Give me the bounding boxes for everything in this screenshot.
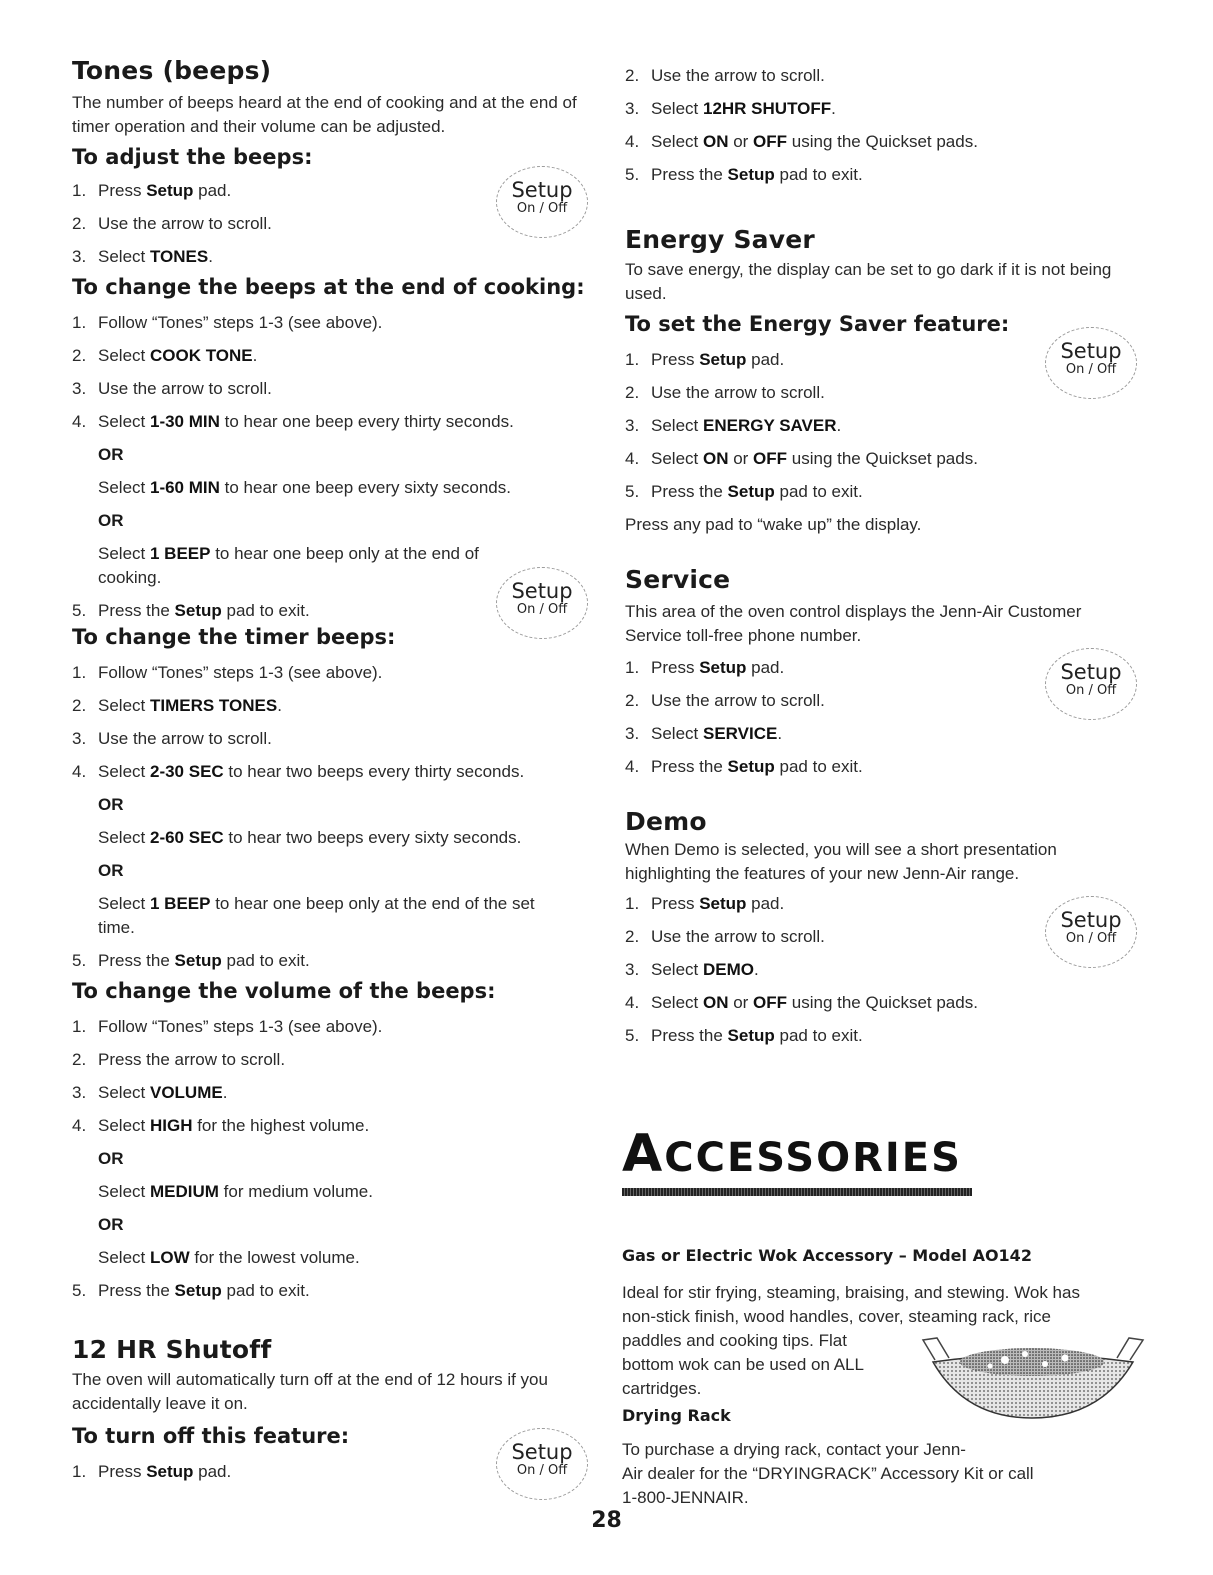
- shutoff-heading: 12 HR Shutoff: [72, 1335, 272, 1364]
- demo-step-3: 3. Select DEMO.: [625, 960, 759, 979]
- demo-step-2: 2. Use the arrow to scroll.: [625, 927, 825, 946]
- adjust-step-3: 3. Select TONES.: [72, 247, 213, 266]
- or-label: OR: [98, 445, 124, 464]
- adjust-heading: To adjust the beeps:: [72, 145, 313, 169]
- adjust-step-2: 2. Use the arrow to scroll.: [72, 214, 272, 233]
- energy-step-2: 2. Use the arrow to scroll.: [625, 383, 825, 402]
- demo-heading: Demo: [625, 807, 707, 836]
- energy-step-3: 3. Select ENERGY SAVER.: [625, 416, 842, 435]
- timer-step-3: 3. Use the arrow to scroll.: [72, 729, 272, 748]
- volume-heading: To change the volume of the beeps:: [72, 979, 496, 1003]
- volume-alt-1: Select MEDIUM for medium volume.: [98, 1182, 373, 1201]
- demo-step-5: 5. Press the Setup pad to exit.: [625, 1026, 863, 1045]
- energy-step-1: 1. Press Setup pad.: [625, 350, 785, 369]
- turnoff-heading: To turn off this feature:: [72, 1424, 350, 1448]
- shutoff-intro: The oven will automatically turn off at the end of 12 hours if you accidentally leave it on.: [72, 1370, 548, 1413]
- energy-heading: Energy Saver: [625, 225, 815, 254]
- timer-alt-1: Select 2-60 SEC to hear two beeps every sixty seconds.: [98, 828, 522, 847]
- service-step-2: 2. Use the arrow to scroll.: [625, 691, 825, 710]
- shutoff-step-3: 3. Select 12HR SHUTOFF.: [625, 99, 836, 118]
- or-label: OR: [98, 1149, 124, 1168]
- demo-intro: When Demo is selected, you will see a short presentation highlighting the features of your new Jenn-Air range.: [625, 840, 1057, 883]
- setup-pad: Setup On / Off: [496, 1428, 588, 1500]
- energy-set-heading: To set the Energy Saver feature:: [625, 312, 1010, 336]
- cook-step-3: 3. Use the arrow to scroll.: [72, 379, 272, 398]
- service-heading: Service: [625, 565, 731, 594]
- service-intro: This area of the oven control displays the Jenn-Air Customer Service toll-free phone number.: [625, 602, 1082, 645]
- demo-step-1: 1. Press Setup pad.: [625, 894, 785, 913]
- energy-note: Press any pad to “wake up” the display.: [625, 515, 922, 534]
- or-label: OR: [98, 1215, 124, 1234]
- accessories-title: ACCESSORIES: [622, 1124, 962, 1184]
- accessories-underline: [622, 1188, 972, 1196]
- service-step-4: 4. Press the Setup pad to exit.: [625, 757, 863, 776]
- setup-pad: Setup On / Off: [1045, 896, 1137, 968]
- wok-description: Ideal for stir frying, steaming, braising, and stewing. Wok has non-stick finish, wood handles, cover, steaming rack, rice paddles and cooking tips. Flat bottom wok can be used on ALL cartridges.: [622, 1283, 1080, 1398]
- wok-heading: Gas or Electric Wok Accessory – Model AO142: [622, 1246, 1032, 1265]
- turnoff-step-1: 1. Press Setup pad.: [72, 1462, 232, 1481]
- service-step-3: 3. Select SERVICE.: [625, 724, 783, 743]
- volume-step-1: 1. Follow “Tones” steps 1-3 (see above).: [72, 1017, 383, 1036]
- setup-pad: Setup On / Off: [496, 567, 588, 639]
- timer-step-4: 4. Select 2-30 SEC to hear two beeps every thirty seconds.: [72, 762, 525, 781]
- volume-step-3: 3. Select VOLUME.: [72, 1083, 228, 1102]
- volume-alt-2: Select LOW for the lowest volume.: [98, 1248, 360, 1267]
- rack-heading: Drying Rack: [622, 1406, 731, 1425]
- shutoff-step-4: 4. Select ON or OFF using the Quickset pads.: [625, 132, 978, 151]
- volume-step-4: 4. Select HIGH for the highest volume.: [72, 1116, 370, 1135]
- energy-intro: To save energy, the display can be set to go dark if it is not being used.: [625, 260, 1112, 303]
- adjust-step-1: 1. Press Setup pad.: [72, 181, 232, 200]
- timer-step-5: 5. Press the Setup pad to exit.: [72, 951, 310, 970]
- or-label: OR: [98, 861, 124, 880]
- cook-alt-2: Select 1 BEEP to hear one beep only at the end of cooking.: [98, 544, 479, 587]
- tones-heading: Tones (beeps): [72, 56, 272, 85]
- cook-alt-1: Select 1-60 MIN to hear one beep every sixty seconds.: [98, 478, 511, 497]
- wok-handle-left: [923, 1338, 949, 1360]
- shutoff-step-2: 2. Use the arrow to scroll.: [625, 66, 825, 85]
- wok-food: [960, 1348, 1104, 1376]
- or-label: OR: [98, 795, 124, 814]
- energy-step-5: 5. Press the Setup pad to exit.: [625, 482, 863, 501]
- rack-description: To purchase a drying rack, contact your Jenn- Air dealer for the “DRYINGRACK” Accessory Kit or call 1-800-JENNAIR.: [622, 1440, 1034, 1507]
- demo-step-4: 4. Select ON or OFF using the Quickset pads.: [625, 993, 978, 1012]
- volume-step-5: 5. Press the Setup pad to exit.: [72, 1281, 310, 1300]
- tones-intro: The number of beeps heard at the end of cooking and at the end of timer operation and their volume can be adjusted.: [72, 93, 577, 136]
- cook-step-2: 2. Select COOK TONE.: [72, 346, 258, 365]
- setup-pad: Setup On / Off: [496, 166, 588, 238]
- cook-heading: To change the beeps at the end of cooking:: [72, 275, 585, 299]
- energy-step-4: 4. Select ON or OFF using the Quickset pads.: [625, 449, 978, 468]
- page-number: 28: [591, 1508, 622, 1533]
- cook-step-5: 5. Press the Setup pad to exit.: [72, 601, 310, 620]
- timer-heading: To change the timer beeps:: [72, 625, 396, 649]
- shutoff-step-5: 5. Press the Setup pad to exit.: [625, 165, 863, 184]
- timer-step-2: 2. Select TIMERS TONES.: [72, 696, 282, 715]
- volume-step-2: 2. Press the arrow to scroll.: [72, 1050, 286, 1069]
- timer-step-1: 1. Follow “Tones” steps 1-3 (see above).: [72, 663, 383, 682]
- or-label: OR: [98, 511, 124, 530]
- wok-illustration: [915, 1330, 1150, 1420]
- cook-step-1: 1. Follow “Tones” steps 1-3 (see above).: [72, 313, 383, 332]
- setup-pad: Setup On / Off: [1045, 648, 1137, 720]
- service-step-1: 1. Press Setup pad.: [625, 658, 785, 677]
- wok-handle-right: [1117, 1338, 1143, 1360]
- cook-step-4: 4. Select 1-30 MIN to hear one beep every thirty seconds.: [72, 412, 514, 431]
- timer-alt-2: Select 1 BEEP to hear one beep only at the end of the set time.: [98, 894, 535, 937]
- left-column: [72, 56, 592, 1493]
- setup-pad: Setup On / Off: [1045, 327, 1137, 399]
